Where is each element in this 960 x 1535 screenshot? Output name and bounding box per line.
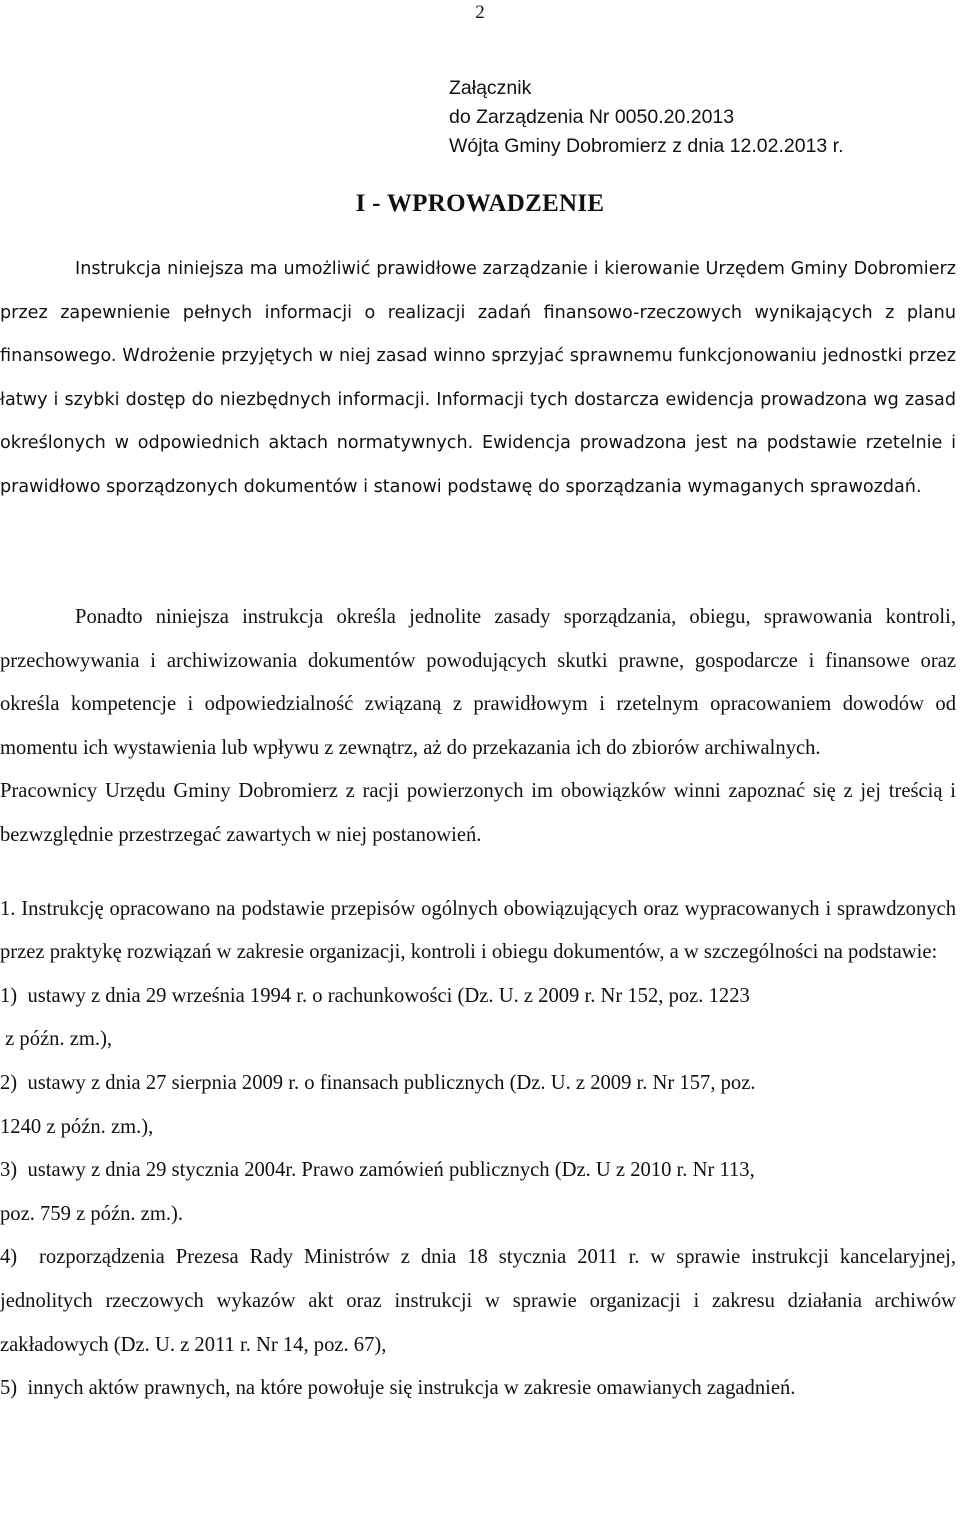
list-item-5-text: 5) innych aktów prawnych, na które powołuje się instrukcja w zakresie omawianych zagadnień. [0,1377,796,1400]
list-item-4-text: 4) rozporządzenia Prezesa Rady Ministrów z dnia 18 stycznia 2011 r. w sprawie instrukcji kancelaryjnej, jednolitych rzeczowych wykazów akt oraz instrukcji w sprawie organizacji i zakresu działania archiwów zakładowych (Dz. U. z 2011 r. Nr 14, poz. 67), [0,1246,956,1356]
body-section [0,596,956,1411]
intro-paragraph [0,248,956,510]
list-item [0,1367,956,1411]
list-item [0,1149,956,1236]
annex-line-1: Załącznik [449,77,532,99]
section-title: I - WPROWADZENIE [355,190,605,217]
list-item-1-text: 1) ustawy z dnia 29 września 1994 r. o rachunkowości (Dz. U. z 2009 r. Nr 152, poz. 1223 [0,984,750,1007]
paragraph-basis: 1. Instrukcję opracowano na podstawie przepisów ogólnych obowiązujących oraz wypracowanych i sprawdzonych przez praktykę rozwiązań w zakresie organizacji, kontroli i obiegu dokumentów, a w szczególności na podstawie: [0,897,956,964]
list-item-1-cont: z późn. zm.), [0,1028,113,1051]
annex-line-3: Wójta Gminy Dobromierz z dnia 12.02.2013 r. [449,135,844,157]
page-number: 2 [475,2,485,23]
list-item [0,975,956,1062]
list-item [0,1062,956,1149]
paragraph-intro-text: Instrukcja niniejsza ma umożliwić prawidłowe zarządzanie i kierowanie Urzędem Gminy Dobromierz przez zapewnienie pełnych informacji o realizacji zadań finansowo-rzeczowych wynikających z planu finansowego. Wdrożenie przyjętych w niej zasad winno sprzyjać sprawnemu funkcjonowaniu jednostki przez łatwy i szybki dostęp do niezbędnych informacji. Informacji tych dostarcza ewidencja prowadzona wg zasad określonych w odpowiednich aktach normatywnych. [0,259,956,454]
annex-line-2: do Zarządzenia Nr 0050.20.2013 [449,106,735,128]
list-item-2-text: 2) ustawy z dnia 27 sierpnia 2009 r. o finansach publicznych (Dz. U. z 2009 r. Nr 157, poz. [0,1071,756,1094]
paragraph-intro-cont: Ewidencja prowadzona jest na podstawie rzetelnie i prawidłowo sporządzonych dokumentów i stanowi podstawę do sporządzania wymaganych sprawozdań. [0,433,957,497]
list-item [0,1236,956,1367]
list-item-3-text: 3) ustawy z dnia 29 stycznia 2004r. Prawo zamówień publicznych (Dz. U z 2010 r. Nr 113, [0,1159,755,1182]
list-item-2-cont: 1240 z późn. zm.), [0,1115,154,1138]
list-item-3-cont: poz. 759 z późn. zm.). [0,1202,184,1225]
paragraph-intro [0,248,956,510]
annex-header [449,74,844,161]
paragraph-scope: Ponadto niniejsza instrukcja określa jednolite zasady sporządzania, obiegu, sprawowania kontroli, przechowywania i archiwizowania dokumentów powodujących skutki prawne, gospodarcze i finansowe oraz określa kompetencje i odpowiedzialność związaną z prawidłowym i rzetelnym opracowaniem dowodów od momentu ich wystawienia lub wpływu z zewnątrz, aż do przekazania ich do zbiorów archiwalnych. [0,606,956,759]
paragraph-staff: Pracownicy Urzędu Gminy Dobromierz z racji powierzonych im obowiązków winni zapoznać się z jej treścią i bezwzględnie przestrzegać zawartych w niej postanowień. [0,780,956,846]
